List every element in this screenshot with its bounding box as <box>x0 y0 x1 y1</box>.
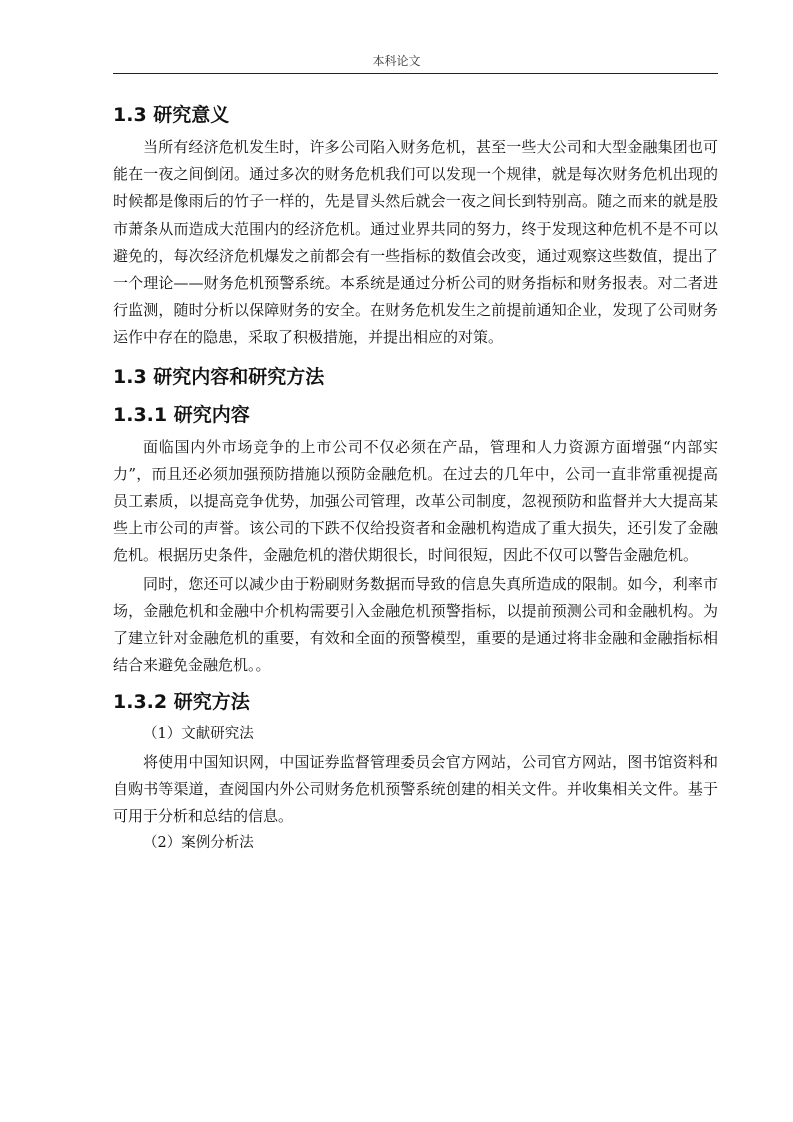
method-item-literature-research: （1）文献研究法 <box>143 726 254 743</box>
page-header-title: 本科论文 <box>372 54 421 68</box>
document-body <box>113 98 718 857</box>
paragraph-research-significance: 当所有经济危机发生时，许多公司陷入财务危机，甚至一些大公司和大型金融集团也可能在一夜之间倒闭。通过多次的财务危机我们可以发现一个规律，就是每次财务危机出现的时候都是像雨后的竹子一样的，先是冒头然后就会一夜之间长到特别高。随之而来的就是股市萧条从而造成大范围内的经济危机。通过业界共同的努力，终于发现这种危机不是不可以避免的，每次经济危机爆发之前都会有一些指标的数值会改变，通过观察这些数值，提出了一个理论——财务危机预警系统。本系统是通过分析公司的财务指标和财务报表。对二者进行监测，随时分析以保障财务的安全。在财务危机发生之前提前通知企业，发现了公司财务运作中存在的隐患，采取了积极措施，并提出相应的对策。 <box>113 138 718 347</box>
subsection-heading-research-content: 1.3.1 研究内容 <box>113 403 250 426</box>
paragraph-literature-research: 将使用中国知识网，中国证券监督管理委员会官方网站，公司官方网站，图书馆资料和自购书等渠道，查阅国内外公司财务危机预警系统创建的相关文件。并收集相关文件。基于可用于分析和总结的信息。 <box>113 752 718 826</box>
section-heading-research-significance: 1.3 研究意义 <box>113 104 230 126</box>
section-heading-research-content-methods: 1.3 研究内容和研究方法 <box>113 365 325 388</box>
paragraph-research-content-1: 面临国内外市场竞争的上市公司不仅必须在产品，管理和人力资源方面增强“内部实力”，而且还必须加强预防措施以预防金融危机。在过去的几年中，公司一直非常重视提高员工素质，以提高竞争优势，加强公司管理，改革公司制度，忽视预防和监督并大大提高某些上市公司的声誉。该公司的下跌不仅给投资者和金融机构造成了重大损失，还引发了金融危机。根据历史条件，金融危机的潜伏期很长，时间很短，因此不仅可以警告金融危机。 <box>113 437 718 565</box>
paragraph-research-content-2: 同时，您还可以减少由于粉刷财务数据而导致的信息失真所造成的限制。如今，利率市场，金融危机和金融中介机构需要引入金融危机预警指标，以提前预测公司和金融机构。为了建立针对金融危机的重要，有效和全面的预警模型，重要的是通过将非金融和金融指标相结合来避免金融危机。。 <box>113 574 718 675</box>
subsection-heading-research-methods: 1.3.2 研究方法 <box>113 691 250 714</box>
header-divider <box>113 73 718 74</box>
method-item-case-analysis: （2）案例分析法 <box>143 835 254 852</box>
